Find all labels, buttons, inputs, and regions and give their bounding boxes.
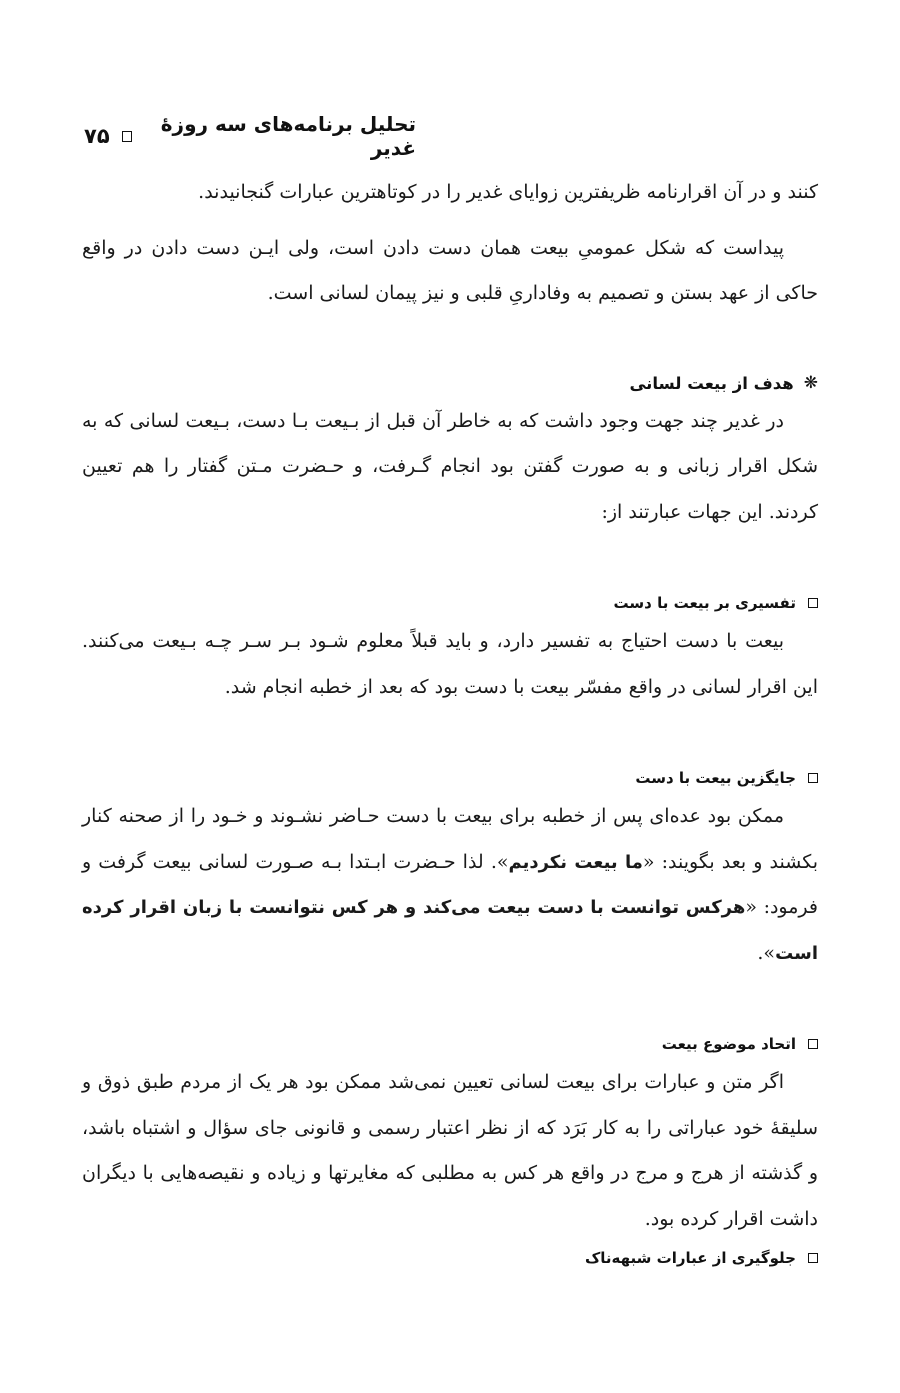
header-title: تحلیل برنامه‌های سه روزهٔ غدیر (160, 112, 416, 160)
paragraph-5-part-a: ممکن بود عده‌ای پس از خطبه برای بیعت با دست حـاضر نشـوند و خـود را از صحنه کنار بکشند و بعد بگویند: « (82, 805, 818, 873)
square-bullet-icon (808, 773, 818, 783)
subheading-4 (82, 1242, 818, 1274)
running-header (84, 112, 416, 160)
asterism-icon: ❋ (803, 373, 818, 393)
subheading-1 (82, 587, 818, 619)
square-bullet-icon (122, 131, 132, 142)
section-title: هدف از بیعت لسانی (629, 373, 794, 393)
paragraph-4: بیعت با دست احتیاج به تفسیر دارد، و باید قبلاً معلوم شـود بـر سـر چـه بـیعت می‌کنند. این اقرار لسانی در واقع مفسّر بیعت با دست بود که بعد از خطبه انجام شد. (82, 630, 818, 698)
subheading-2 (82, 762, 818, 794)
quote-hadith: هرکس توانست با دست بیعت می‌کند و هر کس نتوانست با زبان اقرار کرده است (82, 897, 818, 964)
subheading-3-title: اتحاد موضوع بیعت (661, 1035, 796, 1053)
subheading-2-title: جایگزین بیعت با دست (635, 769, 796, 787)
subheading-1-title: تفسیری بر بیعت با دست (613, 594, 796, 612)
paragraph-3: در غدیر چند جهت وجود داشت که به خاطر آن قبل از بـیعت بـا دست، بـیعت لسانی که به شکل اقرار زبانی و به صورت گفتن بود انجام گـرفت، و حـضرت مـتن گفتار را هم تعیین کردند. این جهات عبارتند از: (82, 409, 818, 523)
square-bullet-icon (808, 1039, 818, 1049)
paragraph-5-part-b: ». لذا حـضرت ابـتدا بـه صـورت لسانی بیعت گرفت و فرمود: « (82, 850, 818, 918)
subheading-4-title: جلوگیری از عبارات شبهه‌ناک (584, 1249, 796, 1267)
paragraph-2: پیداست که شکل عمومیِ بیعت همان دست دادن است، ولی ایـن دست دادن در واقع حاکی از عهد بستن و تصمیم به وفاداریِ قلبی و نیز پیمان لسانی است. (82, 236, 818, 304)
subheading-3 (82, 1028, 818, 1060)
quote-ma-bayat: ما بیعت نکردیم (508, 851, 643, 873)
paragraph-6: اگر متن و عبارات برای بیعت لسانی تعیین نمی‌شد ممکن بود هر یک از مردم طبق ذوق و سلیقهٔ خود عباراتی را به کار بَرَد که از نظر اعتبار رسمی و قانونی جای سؤال و اشتباه باشد، و گذشته از هرج و مرج در واقع هر کس به مطلبی که مغایرتها و زیاده و نقیصه‌هایی با دیگران داشت اقرار کرده بود. (82, 1071, 818, 1230)
paragraph-5 (82, 794, 818, 976)
section-heading (82, 369, 818, 399)
paragraph-5-part-c: ». (757, 941, 776, 964)
paragraph-1: کنند و در آن اقرارنامه ظریفترین زوایای غدیر را در کوتاهترین عبارات گنجانیدند. (198, 181, 818, 203)
page-number: ۷۵ (84, 124, 110, 148)
square-bullet-icon (808, 598, 818, 608)
square-bullet-icon (808, 1253, 818, 1263)
page-body (82, 170, 818, 1274)
